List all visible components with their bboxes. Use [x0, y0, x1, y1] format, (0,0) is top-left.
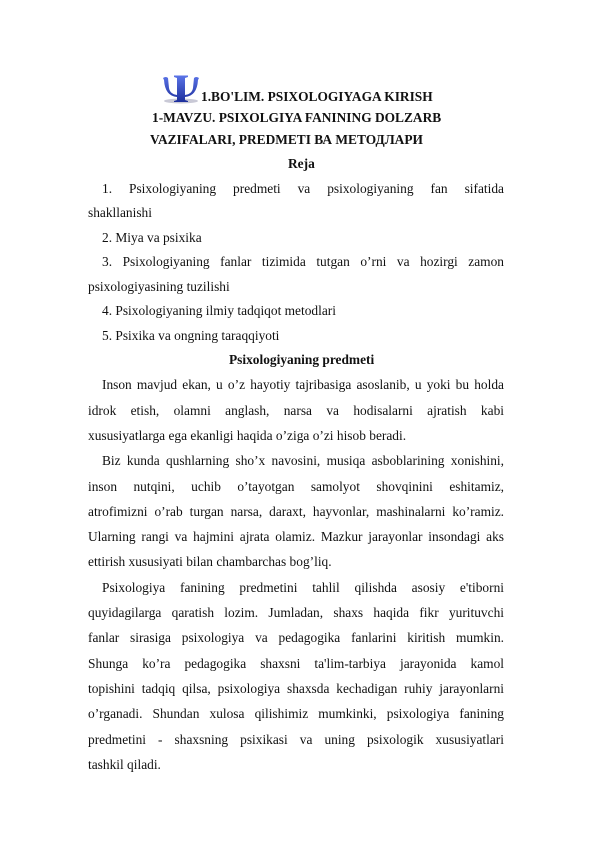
paragraph-line: xususiyatlarga ega ekanligi haqida o’ziga o’zi hisob beradi. — [88, 428, 407, 443]
paragraph-line: Psixologiya fanining predmetini tahlil qilishda asosiy e'tiborni — [102, 580, 504, 595]
plan-item-3-cont: psixologiyasining tuzilishi — [88, 279, 230, 294]
plan-item-3: 3. Psixologiyaning fanlar tizimida tutgan o’rni va hozirgi zamon — [102, 254, 504, 269]
paragraph-line: quyidagilarga qaratish lozim. Jumladan, shaxs haqida fikr yurituvchi — [88, 605, 504, 620]
plan-item-1-cont: shakllanishi — [88, 205, 152, 220]
plan-item-5: 5. Psixika va ongning taraqqiyoti — [102, 328, 280, 343]
paragraph-line: inson nutqini, uchib o’tayotgan samolyot shovqinini eshitamiz, — [88, 479, 504, 494]
paragraph-line: predmetini - shaxsning psixikasi va uning psixologik xususiyatlari — [88, 732, 504, 747]
topic-heading-continued: VAZIFALARI, PREDMETI ВА МЕТОДЛАРИ — [150, 132, 423, 147]
paragraph-line: topishini tadqiq qilsa, psixologiya shaxsda kechadigan ruhiy jarayonlarni — [88, 681, 504, 696]
paragraph-line: tashkil qiladi. — [88, 757, 161, 772]
paragraph-line: Shunga ko’ra pedagogika shaxsni ta'lim-tarbiya jarayonida kamol — [88, 656, 504, 671]
paragraph-line: idrok etish, olamni anglash, narsa va hodisalarni ajratish kabi — [88, 403, 504, 418]
paragraph-line: ettirish xususiyati bilan chambarchas bog’liq. — [88, 554, 332, 569]
section-heading: 1.BO'LIM. PSIXOLOGIYAGA KIRISH — [201, 89, 433, 104]
paragraph-line: o’rganadi. Shundan xulosa qilishimiz mumkinki, psixologiya fanining — [88, 706, 504, 721]
plan-item-1: 1. Psixologiyaning predmeti va psixologiyaning fan sifatida — [102, 181, 504, 196]
plan-item-4: 4. Psixologiyaning ilmiy tadqiqot metodlari — [102, 303, 336, 318]
paragraph-line: Biz kunda qushlarning sho’x navosini, musiqa asboblarining xonishini, — [102, 453, 504, 468]
paragraph-line: fanlar sirasiga psixologiya va pedagogika fanlarini kiritish mumkin. — [88, 630, 504, 645]
plan-title: Reja — [288, 156, 315, 171]
paragraph-line: atrofimizni o’rab turgan narsa, daraxt, hayvonlar, mashinalarni ko’ramiz. — [88, 504, 504, 519]
psi-icon — [160, 74, 202, 104]
topic-heading: 1-MAVZU. PSIXOLGIYA FANINING DOLZARB — [152, 110, 442, 125]
paragraph-line: Ularning rangi va hajmini ajrata olamiz. Mazkur jarayonlar insondagi aks — [88, 529, 504, 544]
plan-item-2: 2. Miya va psixika — [102, 230, 202, 245]
paragraph-line: Inson mavjud ekan, u o’z hayotiy tajribasiga asoslanib, u yoki bu holda — [102, 377, 504, 392]
section-title: Psixologiyaning predmeti — [229, 352, 375, 367]
